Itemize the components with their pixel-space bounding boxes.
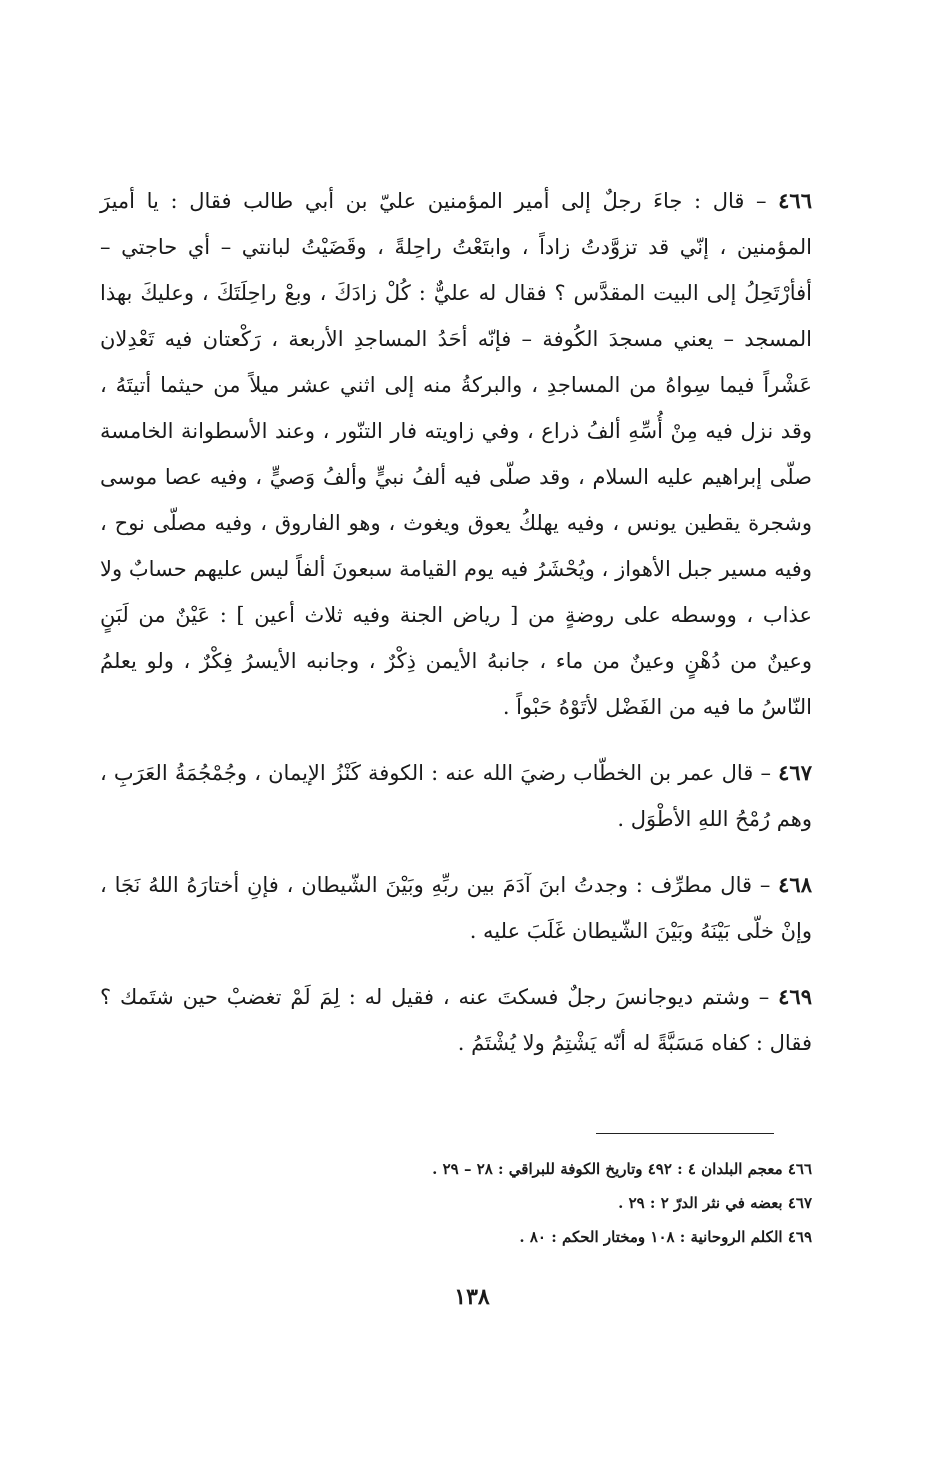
main-text	[100, 178, 812, 1086]
footnote: ٤٦٦ معجم البلدان ٤ : ٤٩٢ وتاريخ الكوفة للبراقي : ٢٨ – ٢٩ .	[432, 1160, 812, 1178]
paragraph-text: – قال عمر بن الخطّاب رضيَ الله عنه : الكوفة كَنْزُ الإيمان ، وجُمْجُمَةُ العَرَبِ ، وهم رُمْحُ اللهِ الأطْوَل .	[100, 761, 812, 831]
paragraph-text: – وشتم ديوجانسَ رجلٌ فسكتَ عنه ، فقيل له : لِمَ لَمْ تغضبْ حين شتَمك ؟ فقال : كفاه مَسَبَّةً له أنّه يَشْتِمُ ولا يُشْتَمُ .	[100, 985, 812, 1055]
paragraph-469	[100, 974, 812, 1066]
footnotes	[100, 1152, 812, 1254]
page-number: ١٣٨	[454, 1284, 490, 1310]
paragraph-number: ٤٦٩	[778, 984, 812, 1009]
paragraph-468	[100, 862, 812, 954]
paragraph-text: – قال : جاءَ رجلٌ إلى أمير المؤمنين عليّ بن أبي طالب فقال : يا أميرَ المؤمنين ، إنّي قد تزوَّدتُ زاداً ، وابتَعْتُ راحِلةً ، وقَضَيْتُ لبانتي – أي حاجتي – أفأرْتَحِلُ إلى البيت المقدَّس ؟ فقال له عليٌّ : كُلْ زادَكَ ، وبعْ راحِلَتَكَ ، وعليكَ بهذا المسجد – يعني مسجدَ الكُوفة – فإنّه أحَدُ المساجدِ الأربعة ، رَكْعتان فيه تَعْدِلان عَشْراً فيما سِواهُ من المساجدِ ، والبركةُ منه إلى اثني عشر ميلاً من حيثما أتيتَهُ ، وقد نزل فيه مِنْ أُسِّهِ ألفُ ذراع ، وفي زاويته فار التنّور ، وعند الأسطوانة الخامسة صلّى إبراهيم عليه السلام ، وقد صلّى فيه ألفُ نبيٍّ وألفُ وَصيٍّ ، وفيه عصا موسى وشجرة يقطين يونس ، وفيه يهلكُ يعوق ويغوث ، وهو الفاروق ، وفيه مصلّى نوح ، وفيه مسير جبل الأهواز ، ويُحْشَرُ فيه يوم القيامة سبعونَ ألفاً ليس عليهم حسابٌ ولا عذاب ، ووسطه على روضةٍ من [ رياض الجنة وفيه ثلاث أعين ] : عَيْنٌ من لَبَنٍ وعينٌ من دُهْنٍ وعينٌ من ماء ، جانبهُ الأيمن ذِكْرٌ ، وجانبه الأيسرُ فِكْرٌ ، ولو يعلمُ النّاسُ ما فيه من الفَضْل لأتَوْهُ حَبْواً .	[100, 189, 812, 719]
paragraph-466	[100, 178, 812, 730]
paragraph-number: ٤٦٦	[778, 188, 812, 213]
footnote-divider	[596, 1133, 774, 1134]
paragraph-text: – قال مطرِّف : وجدتُ ابنَ آدَمَ بين ربِّهِ وبَيْنَ الشّيطان ، فإنِ أختارَهُ اللهُ نَجَا ، وإنْ خلّى بَيْنَهُ وبَيْنَ الشّيطان غَلَبَ عليه .	[100, 873, 812, 943]
paragraph-number: ٤٦٨	[778, 872, 812, 897]
paragraph-number: ٤٦٧	[778, 760, 812, 785]
paragraph-467	[100, 750, 812, 842]
footnote: ٤٦٧ بعضه في نثر الدرّ ٢ : ٢٩ .	[618, 1194, 812, 1212]
footnote: ٤٦٩ الكلم الروحانية : ١٠٨ ومختار الحكم : ٨٠ .	[519, 1228, 812, 1246]
